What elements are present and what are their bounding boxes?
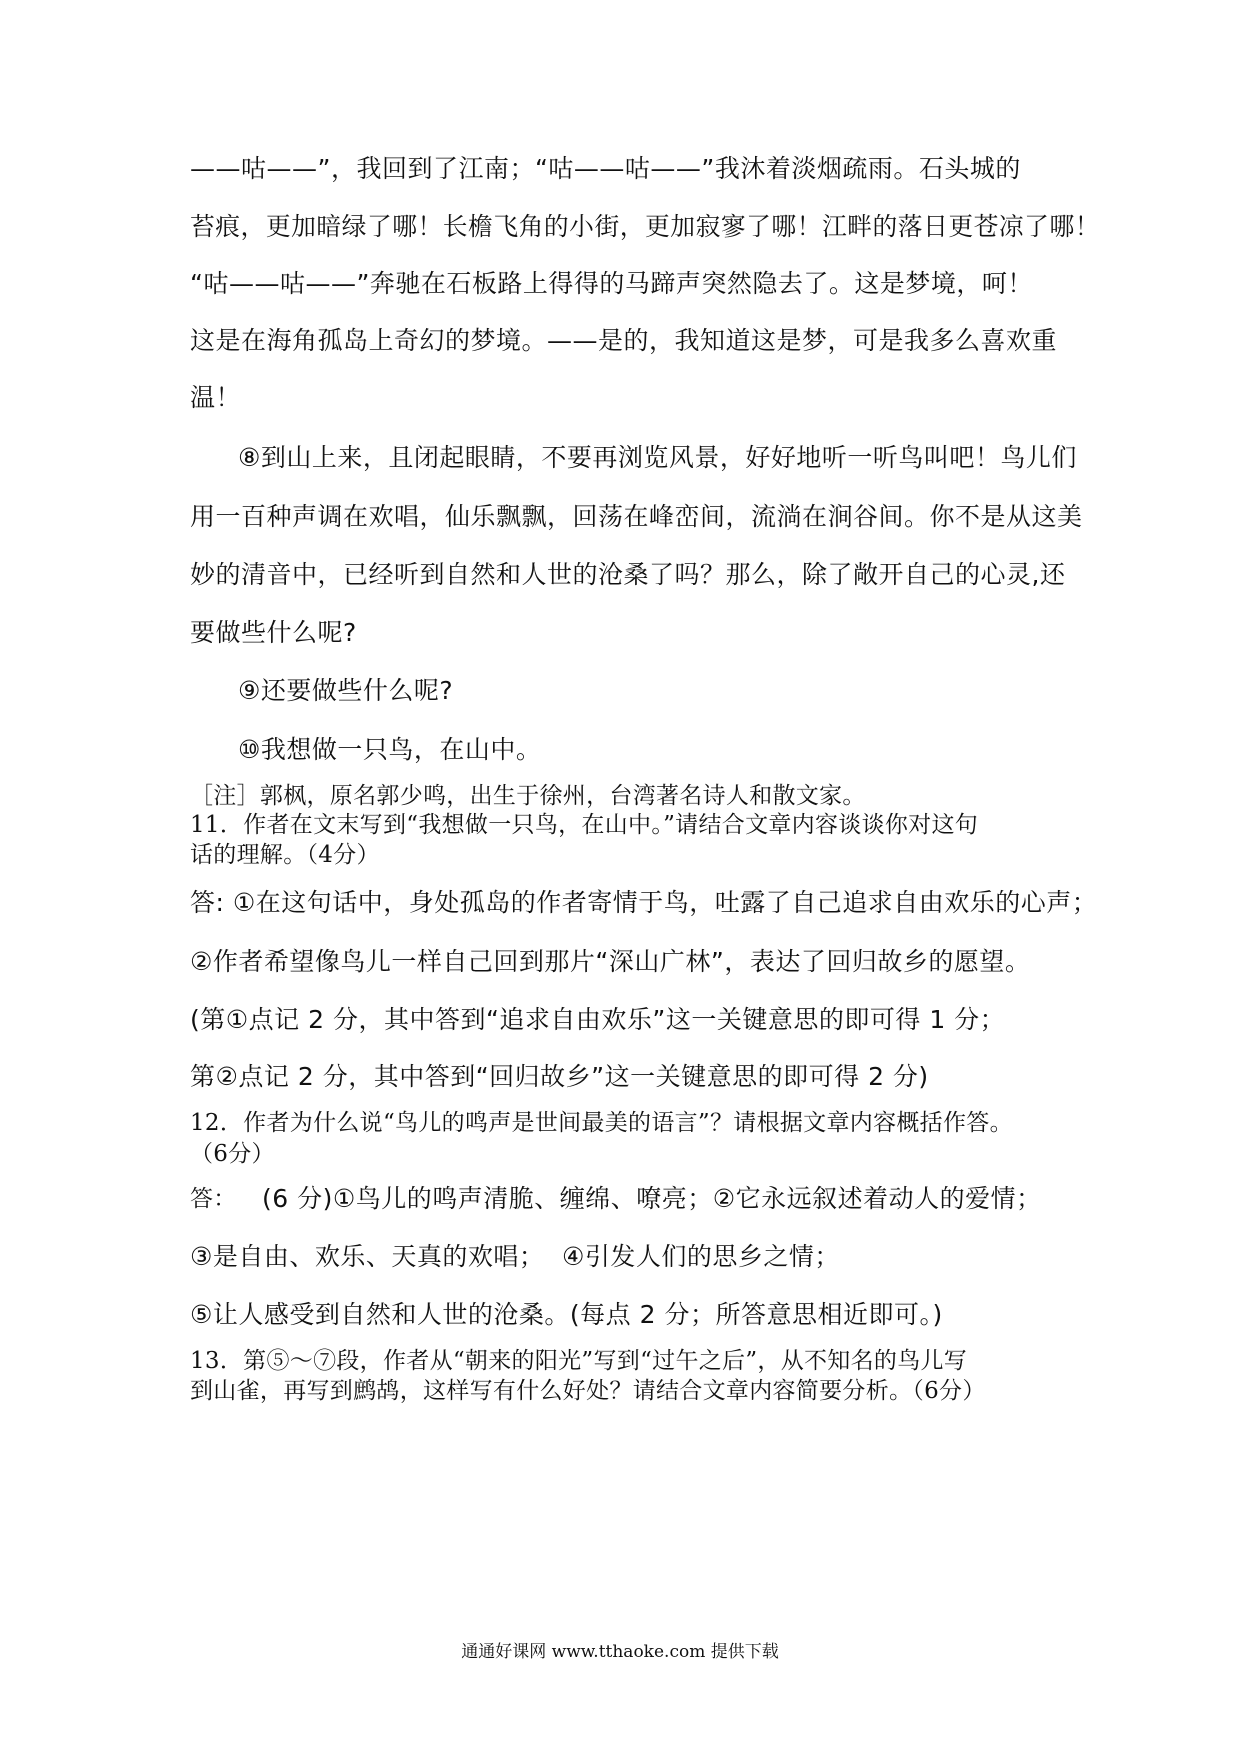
answer-line: 答: ①在这句话中，身处孤岛的作者寄情于鸟，吐露了自己追求自由欢乐的心声； [190, 888, 1098, 917]
passage-line: 苔痕，更加暗绿了哪！长檐飞角的小街，更加寂寥了哪！江畔的落日更苍凉了哪！ [190, 212, 1101, 241]
question-text: （6分） [190, 1141, 275, 1167]
page-footer: 通通好课网 www.tthaoke.com 提供下载 [461, 1642, 779, 1662]
question-text: 话的理解。（4分） [190, 842, 380, 868]
answer-line: ③是自由、欢乐、天真的欢唱； [190, 1242, 545, 1271]
answer-line: ②作者希望像鸟儿一样自己回到那片“深山广林”，表达了回归故乡的愿望。 [190, 947, 1031, 976]
answer-line: ⑤让人感受到自然和人世的沧桑。(每点 2 分；所答意思相近即可。) [190, 1300, 943, 1329]
question-text: 12．作者为什么说“鸟儿的鸣声是世间最美的语言”？请根据文章内容概括作答。 [190, 1110, 1013, 1136]
passage-line: 温！ [190, 383, 242, 412]
answer-line: ④引发人们的思乡之情； [562, 1242, 840, 1271]
passage-line: 要做些什么呢? [190, 618, 357, 647]
passage-line: “咕——咕——”奔驰在石板路上得得的马蹄声突然隐去了。这是梦境，呵！ [190, 269, 1033, 298]
question-text: 13．第⑤～⑦段，作者从“朝来的阳光”写到“过午之后”，从不知名的鸟儿写 [190, 1348, 968, 1374]
scoring-note: 第②点记 2 分，其中答到“回归故乡”这一关键意思的即可得 2 分) [190, 1062, 929, 1091]
passage-line: ——咕——”，我回到了江南；“咕——咕——”我沐着淡烟疏雨。石头城的 [190, 154, 1021, 183]
passage-line: 妙的清音中，已经听到自然和人世的沧桑了吗？那么，除了敞开自己的心灵,还 [190, 560, 1066, 589]
answer-prefix: 答： [190, 1186, 237, 1212]
scoring-note: (第①点记 2 分，其中答到“追求自由欢乐”这一关键意思的即可得 1 分； [190, 1005, 1006, 1034]
question-text: 11．作者在文末写到“我想做一只鸟，在山中。”请结合文章内容谈谈你对这句 [190, 812, 979, 838]
passage-line: ⑧到山上来，且闭起眼睛，不要再浏览风景，好好地听一听鸟叫吧！鸟儿们 [238, 443, 1077, 472]
passage-line: 用一百种声调在欢唱，仙乐飘飘，回荡在峰峦间，流淌在涧谷间。你不是从这美 [190, 502, 1083, 531]
passage-line: ⑨还要做些什么呢? [238, 676, 454, 705]
passage-line: 这是在海角孤岛上奇幻的梦境。——是的，我知道这是梦，可是我多么喜欢重 [190, 326, 1058, 355]
author-note: ［注］郭枫，原名郭少鸣，出生于徐州，台湾著名诗人和散文家。 [190, 783, 866, 809]
question-text: 到山雀，再写到鹧鸪，这样写有什么好处？请结合文章内容简要分析。（6分） [190, 1378, 986, 1404]
answer-line: (6 分)①鸟儿的鸣声清脆、缠绵、嘹亮；②它永远叙述着动人的爱情； [262, 1184, 1042, 1213]
passage-line: ⑩我想做一只鸟，在山中。 [238, 735, 542, 764]
